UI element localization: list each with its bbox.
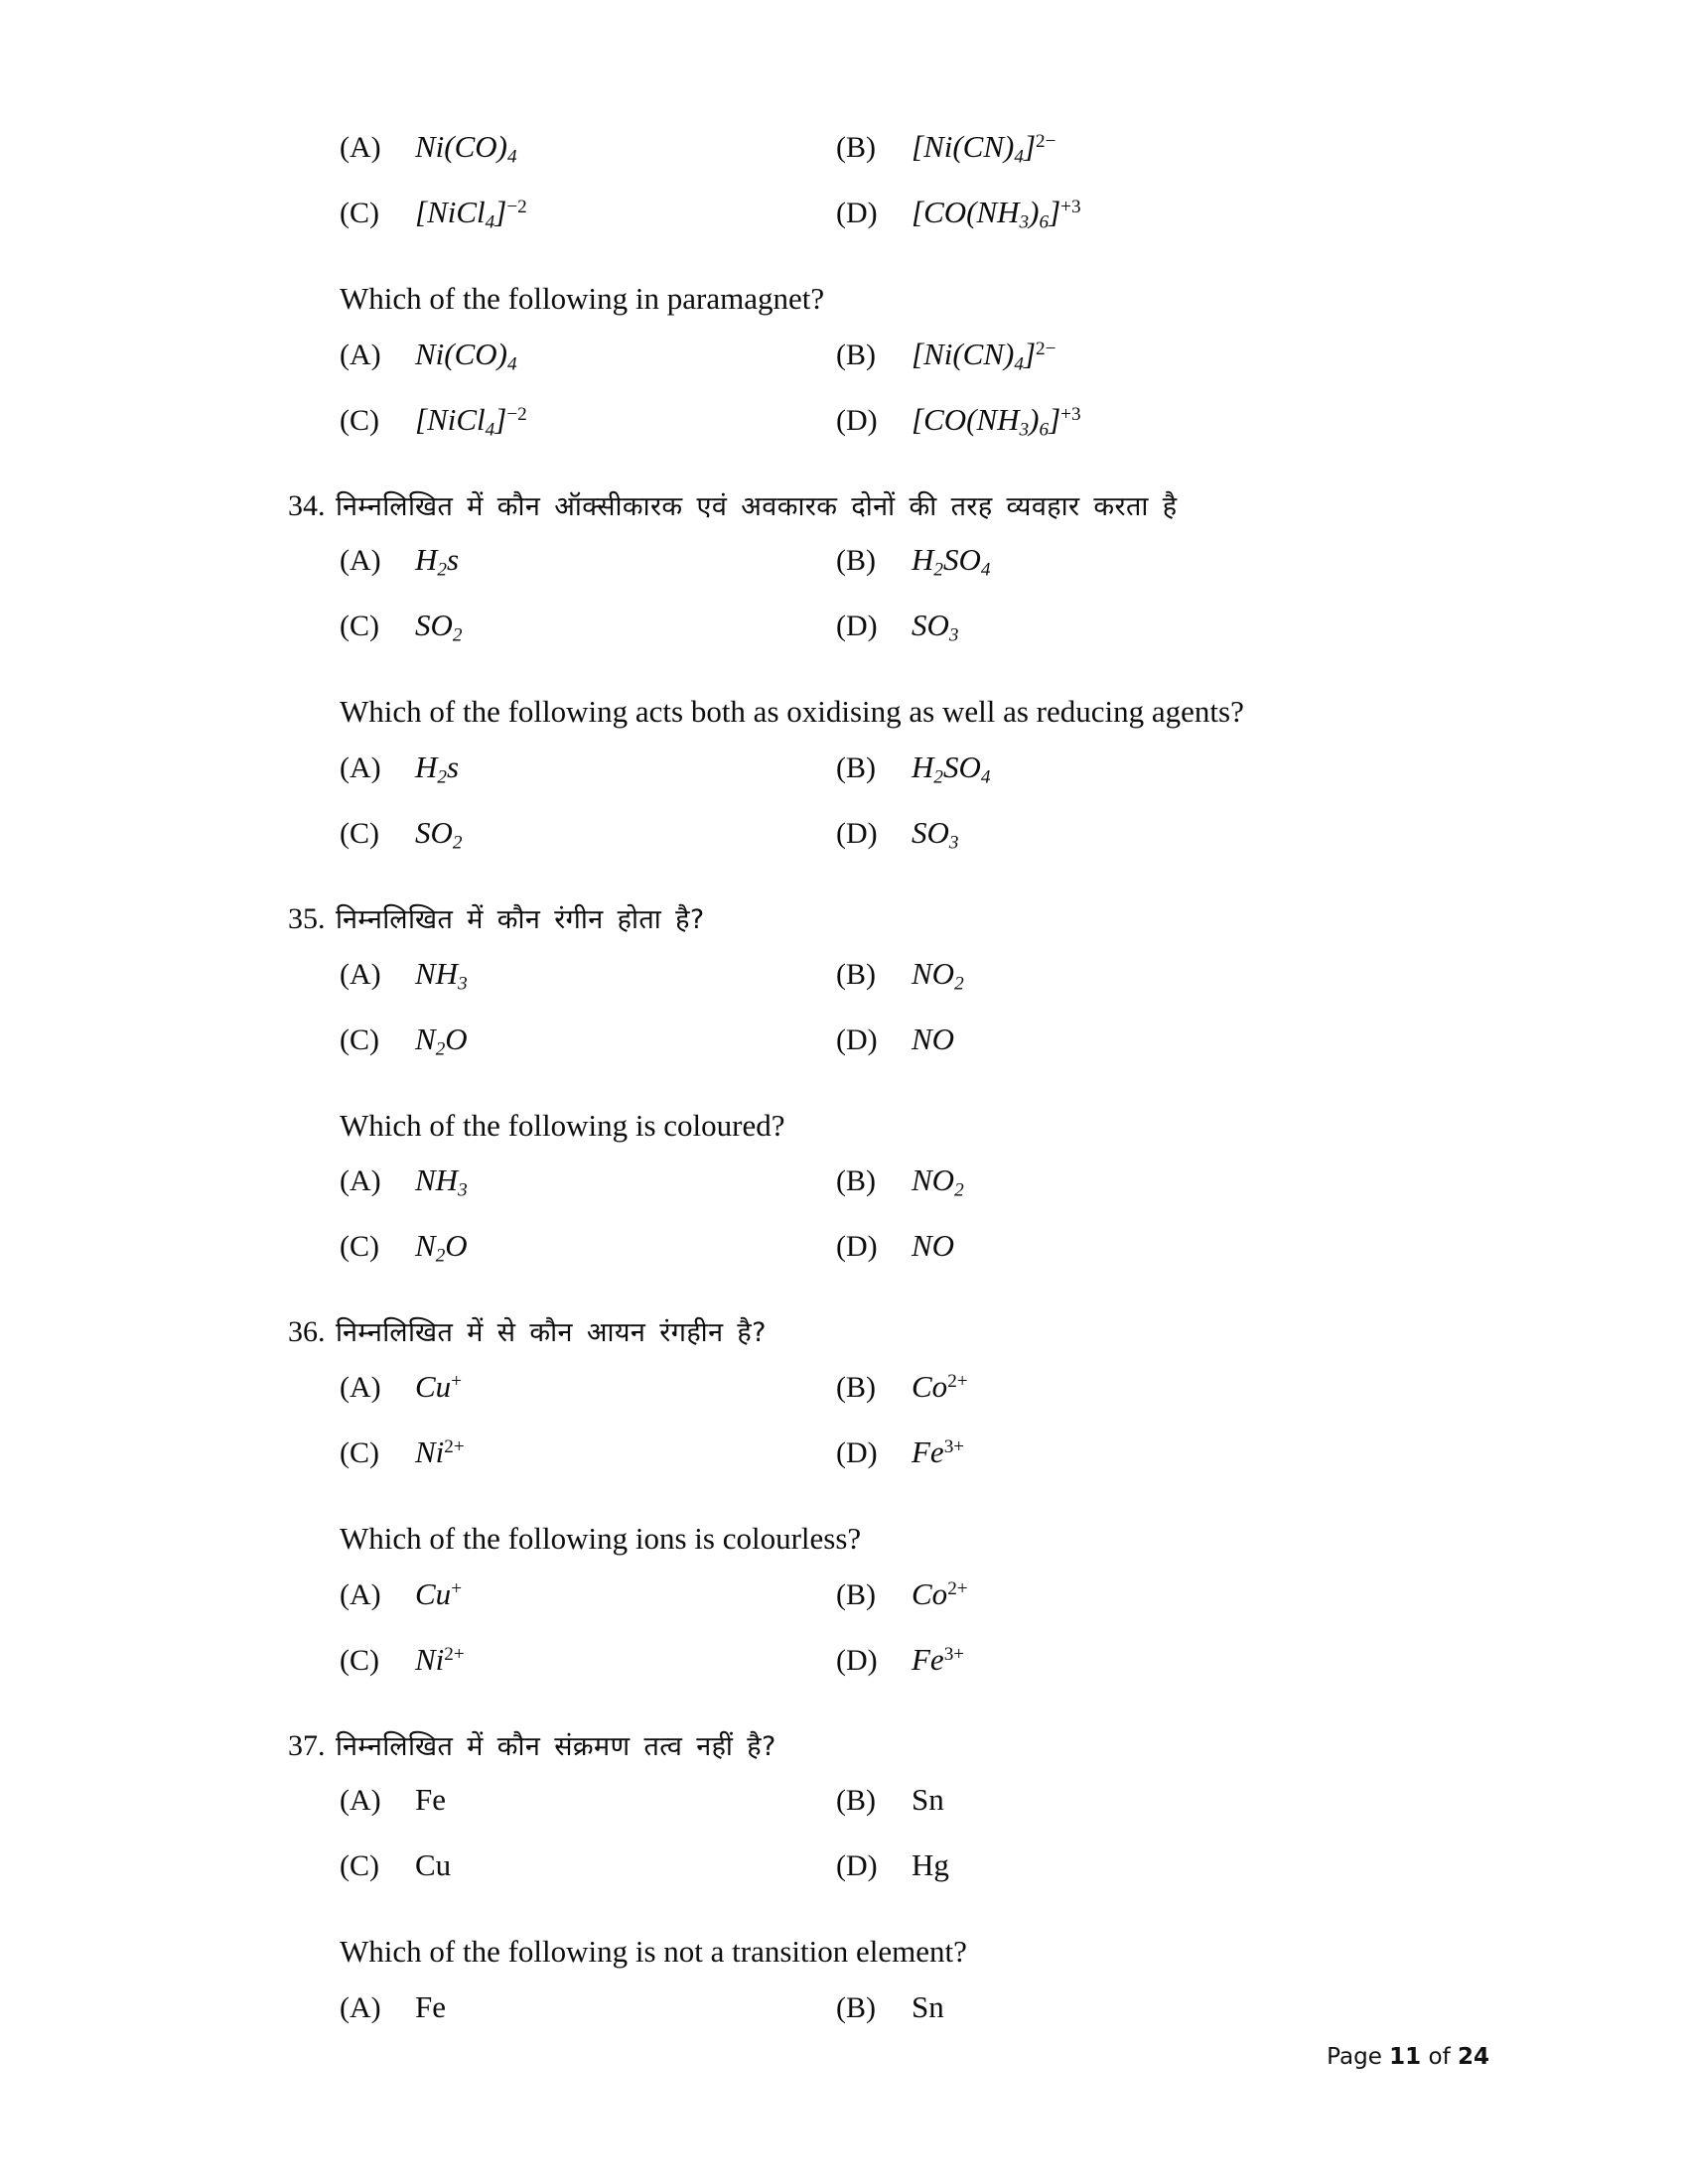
option-label: (C): [340, 817, 379, 851]
option-choice[interactable]: [836, 129, 1333, 168]
question-text-english: Which of the following in paramagnet?: [340, 281, 825, 316]
option-choice[interactable]: [836, 402, 1333, 441]
option-value: $NH_3$: [415, 955, 468, 994]
option-row: [288, 1847, 1489, 1909]
option-label: (A): [340, 957, 381, 991]
question-text-hindi: निम्नलिखित में कौन ऑक्सीकारक एवं अवकारक दोनों की तरह व्यवहार करता है: [336, 490, 1178, 522]
spacer: [288, 1976, 1489, 1989]
question-text-hindi: निम्नलिखित में कौन रंगीन होता है?: [336, 904, 705, 936]
option-choice[interactable]: [836, 1782, 1333, 1818]
option-label: (A): [340, 1990, 381, 2024]
question-number: 36.: [288, 1315, 326, 1349]
question-number: 34.: [288, 488, 326, 522]
option-row: [288, 1642, 1489, 1704]
option-choice[interactable]: [836, 195, 1333, 233]
option-choice[interactable]: [836, 1162, 1333, 1201]
option-choice[interactable]: [836, 608, 1333, 646]
option-label: (C): [340, 1435, 379, 1469]
option-choice[interactable]: [340, 1162, 836, 1201]
option-label: (C): [340, 1643, 379, 1677]
option-value: $Co^{2+}$: [912, 1368, 968, 1404]
option-choice[interactable]: [340, 1228, 836, 1267]
option-choice[interactable]: [340, 402, 836, 441]
option-label: (A): [340, 1577, 381, 1611]
option-label: (A): [340, 131, 381, 164]
option-value: $N_2O$: [415, 1021, 468, 1059]
option-choice[interactable]: [836, 1576, 1333, 1612]
question-hindi: [288, 902, 1489, 936]
option-value: $Ni(CO)_4$: [415, 336, 517, 375]
option-choice[interactable]: [836, 750, 1333, 788]
option-label: (D): [836, 817, 878, 851]
option-value: Fe: [415, 1988, 446, 2024]
option-label: (D): [836, 610, 878, 643]
option-label: (B): [836, 544, 876, 578]
option-value: $H_2SO_4$: [912, 750, 991, 788]
spacer: [288, 673, 1489, 695]
option-choice[interactable]: [340, 195, 836, 233]
option-label: (B): [836, 957, 876, 991]
option-choice[interactable]: [340, 815, 836, 854]
option-choice[interactable]: [340, 1576, 836, 1612]
option-value: $NO_2$: [912, 955, 964, 994]
option-choice[interactable]: [340, 129, 836, 168]
spacer: [288, 323, 1489, 337]
option-label: (B): [836, 338, 876, 371]
option-choice[interactable]: [340, 1369, 836, 1405]
spacer: [288, 1149, 1489, 1162]
spacer: [288, 1913, 1489, 1935]
option-value: $Fe^{3+}$: [912, 1641, 965, 1677]
option-label: (A): [340, 751, 381, 785]
question-number: 37.: [288, 1728, 326, 1762]
option-row: [288, 956, 1489, 1018]
option-row: [288, 815, 1489, 877]
spacer: [288, 260, 1489, 282]
option-row: [288, 1576, 1489, 1638]
option-value: Sn: [912, 1782, 944, 1818]
option-value: $N_2O$: [415, 1228, 468, 1267]
spacer: [288, 1355, 1489, 1369]
option-choice[interactable]: [340, 542, 836, 581]
option-label: (D): [836, 1643, 878, 1677]
option-choice[interactable]: [340, 1847, 836, 1883]
option-choice[interactable]: [836, 1989, 1333, 2025]
option-row: [288, 1369, 1489, 1431]
option-choice[interactable]: [836, 542, 1333, 581]
option-value: $[CO(NH_3)_6]^{+3}$: [912, 401, 1081, 441]
option-row: [288, 750, 1489, 811]
footer-middle: of: [1428, 2044, 1451, 2070]
question-list: [288, 129, 1489, 2077]
option-value: $SO_3$: [912, 815, 959, 854]
option-label: (B): [836, 1370, 876, 1404]
option-row: [288, 1228, 1489, 1290]
option-value: $H_2s$: [415, 750, 460, 788]
question-hindi: [288, 1315, 1489, 1349]
option-choice[interactable]: [836, 1022, 1333, 1057]
option-choice[interactable]: [836, 1847, 1333, 1883]
question-text-english: Which of the following is not a transition element?: [340, 1934, 967, 1970]
option-label: (C): [340, 1849, 379, 1883]
option-label: (B): [836, 131, 876, 164]
option-value: Hg: [912, 1847, 949, 1883]
option-row: [288, 1989, 1489, 2051]
page-footer: [1327, 2044, 1489, 2070]
option-value: [NiCl$_4$]$^{-2}$: [415, 401, 527, 441]
spacer: [288, 1087, 1489, 1109]
option-value: NO: [912, 1021, 955, 1056]
option-choice[interactable]: [836, 1369, 1333, 1405]
option-choice[interactable]: [340, 608, 836, 646]
option-value: $Co^{2+}$: [912, 1575, 968, 1611]
option-label: (C): [340, 610, 379, 643]
question-text-english: Which of the following acts both as oxidising as well as reducing agents?: [340, 694, 1244, 730]
option-choice[interactable]: [340, 1782, 836, 1818]
option-choice[interactable]: [340, 956, 836, 995]
option-label: (B): [836, 1784, 876, 1818]
option-label: (C): [340, 1023, 379, 1056]
option-value: $Fe^{3+}$: [912, 1433, 965, 1469]
option-value: $Ni^{2+}$: [415, 1641, 465, 1677]
spacer: [288, 736, 1489, 750]
footer-current-page: 11: [1389, 2044, 1422, 2070]
option-value: $H_2SO_4$: [912, 542, 991, 581]
option-value: [NiCl$_4$]$^{-2}$: [415, 195, 527, 233]
option-value: $SO_3$: [912, 608, 959, 646]
option-row: [288, 195, 1489, 256]
option-label: (C): [340, 197, 379, 229]
option-label: (A): [340, 1370, 381, 1404]
spacer: [288, 1500, 1489, 1522]
option-row: [288, 1022, 1489, 1083]
option-value: $NH_3$: [415, 1162, 468, 1201]
option-label: (D): [836, 197, 878, 229]
question-text-english: Which of the following ions is colourless?: [340, 1520, 862, 1556]
option-value: $SO_2$: [415, 608, 463, 646]
option-choice[interactable]: [836, 1228, 1333, 1264]
option-row: [288, 1434, 1489, 1496]
option-row: [288, 608, 1489, 669]
spacer: [288, 468, 1489, 489]
option-value: $SO_2$: [415, 815, 463, 854]
option-label: (D): [836, 403, 878, 437]
question-hindi: [288, 489, 1489, 523]
option-label: (A): [340, 1784, 381, 1818]
spacer: [288, 1294, 1489, 1315]
option-choice[interactable]: [340, 750, 836, 788]
option-label: (C): [340, 1230, 379, 1264]
option-row: [288, 402, 1489, 464]
question-text-hindi: निम्नलिखित में कौन संक्रमण तत्व नहीं है?: [336, 1730, 776, 1762]
option-value: Cu+: [415, 1575, 463, 1611]
option-label: (D): [836, 1230, 878, 1264]
spacer: [288, 1768, 1489, 1782]
question-text-english: Which of the following is coloured?: [340, 1107, 785, 1143]
option-label: (D): [836, 1023, 878, 1056]
question-english: [288, 1935, 1489, 1970]
option-label: (C): [340, 403, 379, 437]
spacer: [288, 881, 1489, 902]
option-choice[interactable]: [340, 337, 836, 375]
question-number: 35.: [288, 902, 326, 936]
option-value: $[Ni(CN)_4]^{2-}$: [912, 336, 1056, 375]
option-row: [288, 1782, 1489, 1843]
spacer: [288, 528, 1489, 542]
option-label: (D): [836, 1435, 878, 1469]
option-choice[interactable]: [340, 1989, 836, 2025]
question-english: [288, 1109, 1489, 1144]
question-hindi: [288, 1729, 1489, 1763]
option-row: [288, 542, 1489, 604]
question-english: [288, 695, 1489, 730]
option-choice[interactable]: [836, 815, 1333, 854]
option-choice[interactable]: [340, 1642, 836, 1678]
option-value: $[CO(NH_3)_6]^{+3}$: [912, 195, 1081, 233]
option-row: [288, 337, 1489, 398]
option-row: [288, 1162, 1489, 1224]
option-label: (A): [340, 544, 381, 578]
question-english: [288, 282, 1489, 317]
option-value: $Ni(CO)_4$: [415, 129, 517, 168]
question-english: [288, 1522, 1489, 1557]
spacer: [288, 1707, 1489, 1729]
option-value: Cu: [415, 1847, 452, 1883]
option-choice[interactable]: [836, 1434, 1333, 1470]
option-label: (D): [836, 1849, 878, 1883]
option-label: (A): [340, 1164, 381, 1198]
option-value: $[Ni(CN)_4]^{2-}$: [912, 129, 1056, 168]
spacer: [288, 2055, 1489, 2077]
spacer: [288, 1563, 1489, 1576]
option-choice[interactable]: [836, 337, 1333, 375]
option-value: NO: [912, 1228, 955, 1264]
option-choice[interactable]: [340, 1434, 836, 1470]
footer-total-pages: 24: [1457, 2044, 1489, 2070]
option-choice[interactable]: [836, 956, 1333, 995]
option-choice[interactable]: [836, 1642, 1333, 1678]
option-label: (B): [836, 1577, 876, 1611]
option-value: Cu+: [415, 1368, 463, 1404]
spacer: [288, 942, 1489, 956]
option-value: Sn: [912, 1988, 944, 2024]
option-value: $NO_2$: [912, 1162, 964, 1201]
option-label: (B): [836, 1164, 876, 1198]
option-label: (B): [836, 751, 876, 785]
option-choice[interactable]: [340, 1022, 836, 1060]
option-value: $Ni^{2+}$: [415, 1433, 465, 1469]
footer-prefix: Page: [1327, 2044, 1382, 2070]
option-label: (B): [836, 1990, 876, 2024]
option-value: Fe: [415, 1782, 446, 1818]
question-text-hindi: निम्नलिखित में से कौन आयन रंगहीन है?: [336, 1317, 767, 1349]
option-label: (A): [340, 338, 381, 371]
option-value: $H_2s$: [415, 542, 460, 581]
option-row: [288, 129, 1489, 191]
